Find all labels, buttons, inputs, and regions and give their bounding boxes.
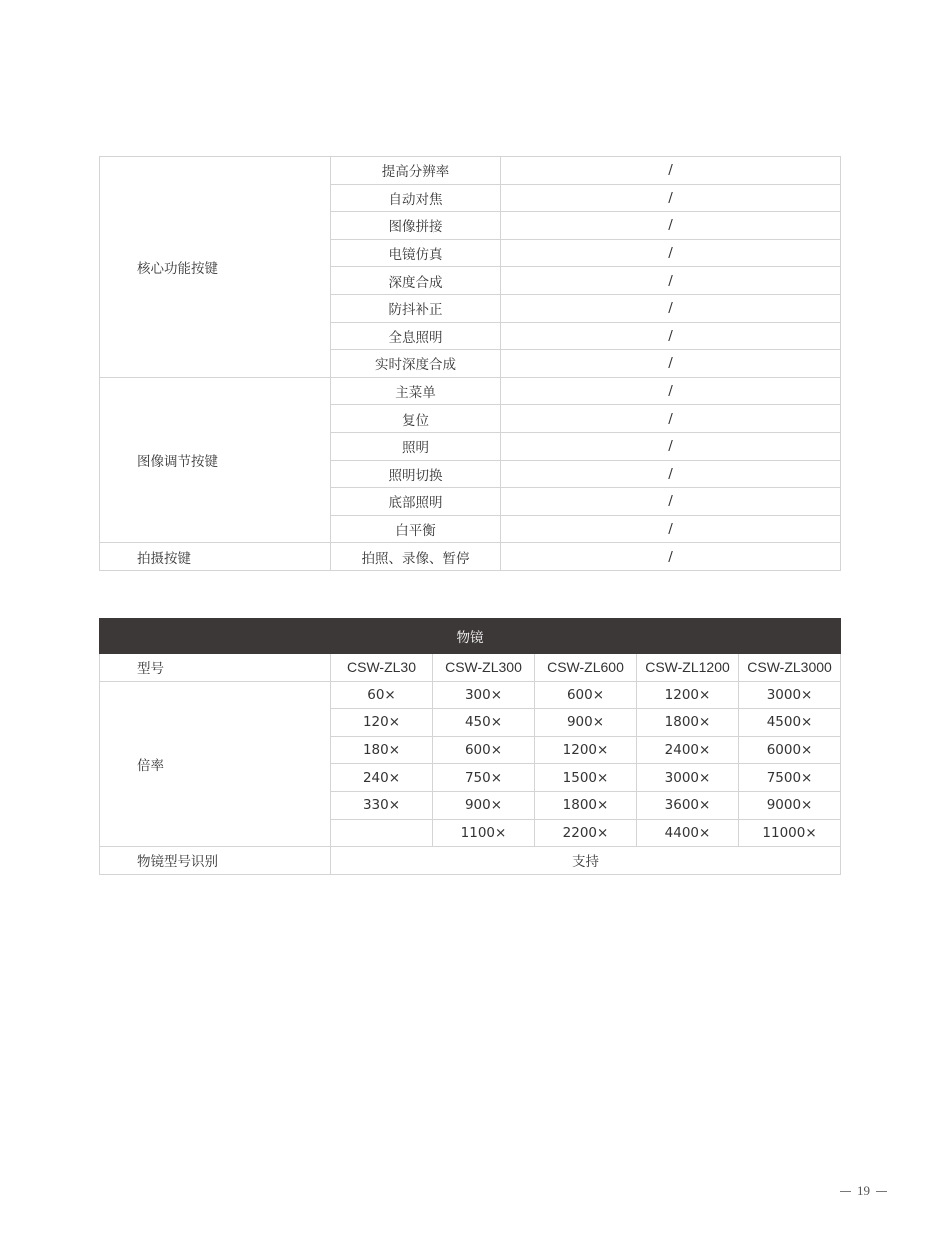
feature-value: / — [501, 350, 841, 378]
magnification-cell: 3600× — [637, 791, 739, 819]
feature-value: / — [501, 212, 841, 240]
model-name: CSW-ZL1200 — [637, 654, 739, 682]
model-name: CSW-ZL600 — [535, 654, 637, 682]
magnification-cell: 3000× — [739, 681, 841, 709]
magnification-cell: 300× — [433, 681, 535, 709]
feature-value: / — [501, 157, 841, 185]
page-number: 19 — [857, 1183, 870, 1198]
magnification-cell: 2400× — [637, 736, 739, 764]
magnification-cell: 1800× — [637, 709, 739, 737]
feature-value: / — [501, 377, 841, 405]
model-name: CSW-ZL300 — [433, 654, 535, 682]
feature-name: 白平衡 — [331, 515, 501, 543]
group-label-image-adjust: 图像调节按键 — [100, 377, 331, 543]
magnification-cell: 60× — [331, 681, 433, 709]
table-row — [100, 157, 841, 185]
magnification-cell: 4400× — [637, 819, 739, 847]
feature-name: 电镜仿真 — [331, 239, 501, 267]
magnification-cell: 330× — [331, 791, 433, 819]
magnification-cell: 1800× — [535, 791, 637, 819]
magnification-cell: 6000× — [739, 736, 841, 764]
model-label: 型号 — [100, 654, 331, 682]
magnification-cell: 750× — [433, 764, 535, 792]
model-name: CSW-ZL30 — [331, 654, 433, 682]
magnification-cell: 1500× — [535, 764, 637, 792]
magnification-cell: 240× — [331, 764, 433, 792]
table-row — [100, 543, 841, 571]
recognition-row — [100, 847, 841, 875]
group-label-core-function: 核心功能按键 — [100, 157, 331, 378]
magnification-row — [100, 681, 841, 709]
feature-value: / — [501, 405, 841, 433]
magnification-label: 倍率 — [100, 681, 331, 847]
model-row — [100, 654, 841, 682]
magnification-cell: 11000× — [739, 819, 841, 847]
feature-value: / — [501, 322, 841, 350]
recognition-label: 物镜型号识别 — [100, 847, 331, 875]
feature-name: 底部照明 — [331, 488, 501, 516]
feature-value: / — [501, 460, 841, 488]
magnification-cell: 600× — [433, 736, 535, 764]
feature-name: 防抖补正 — [331, 294, 501, 322]
recognition-value: 支持 — [331, 847, 841, 875]
model-name: CSW-ZL3000 — [739, 654, 841, 682]
feature-name: 深度合成 — [331, 267, 501, 295]
feature-name: 照明切换 — [331, 460, 501, 488]
magnification-cell: 1100× — [433, 819, 535, 847]
feature-name: 拍照、录像、暂停 — [331, 543, 501, 571]
magnification-cell: 7500× — [739, 764, 841, 792]
dash-left-divider — [840, 1191, 851, 1192]
table-row — [100, 377, 841, 405]
feature-value: / — [501, 488, 841, 516]
feature-value: / — [501, 239, 841, 267]
magnification-cell: 600× — [535, 681, 637, 709]
feature-value: / — [501, 267, 841, 295]
table-header-row — [100, 619, 841, 654]
feature-name: 复位 — [331, 405, 501, 433]
feature-name: 主菜单 — [331, 377, 501, 405]
magnification-cell: 2200× — [535, 819, 637, 847]
feature-name: 实时深度合成 — [331, 350, 501, 378]
magnification-cell: 1200× — [535, 736, 637, 764]
magnification-cell: 3000× — [637, 764, 739, 792]
feature-value: / — [501, 543, 841, 571]
buttons-spec-table — [99, 156, 841, 571]
feature-value: / — [501, 432, 841, 460]
feature-name: 照明 — [331, 432, 501, 460]
magnification-cell: 900× — [433, 791, 535, 819]
feature-name: 全息照明 — [331, 322, 501, 350]
feature-name: 图像拼接 — [331, 212, 501, 240]
magnification-cell: 4500× — [739, 709, 841, 737]
magnification-cell — [331, 819, 433, 847]
magnification-cell: 450× — [433, 709, 535, 737]
feature-value: / — [501, 515, 841, 543]
magnification-cell: 1200× — [637, 681, 739, 709]
feature-value: / — [501, 184, 841, 212]
feature-name: 提高分辨率 — [331, 157, 501, 185]
objective-spec-table — [99, 618, 841, 875]
magnification-cell: 180× — [331, 736, 433, 764]
group-label-capture: 拍摄按键 — [100, 543, 331, 571]
table-title: 物镜 — [100, 619, 841, 654]
page-footer — [840, 1183, 887, 1199]
feature-value: / — [501, 294, 841, 322]
dash-right-divider — [876, 1191, 887, 1192]
magnification-cell: 9000× — [739, 791, 841, 819]
magnification-cell: 120× — [331, 709, 433, 737]
magnification-cell: 900× — [535, 709, 637, 737]
feature-name: 自动对焦 — [331, 184, 501, 212]
